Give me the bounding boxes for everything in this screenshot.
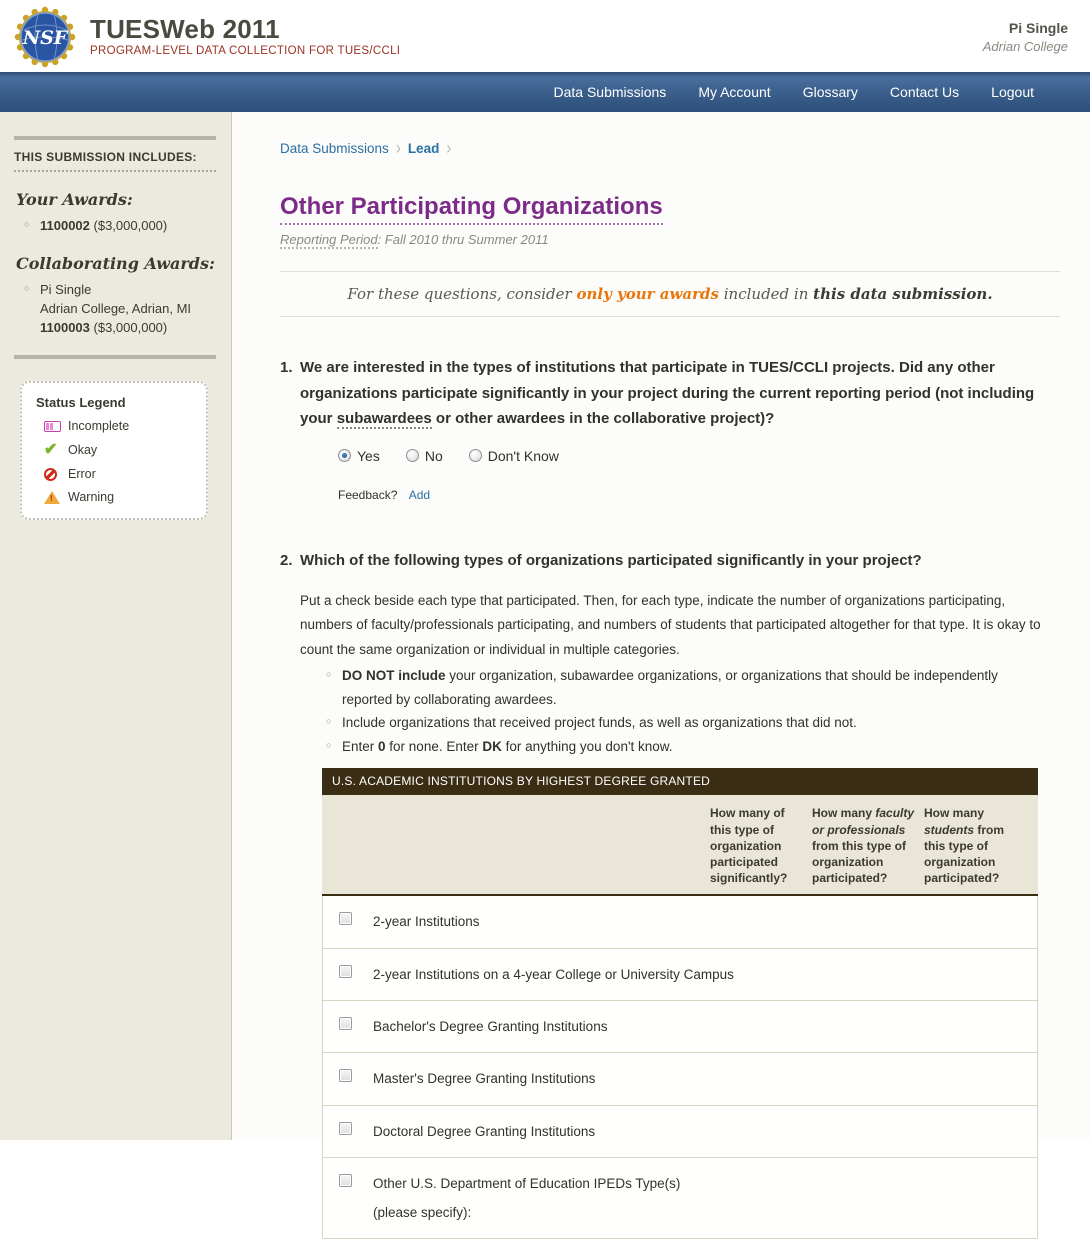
user-organization: Adrian College — [982, 39, 1068, 54]
divider — [14, 355, 216, 359]
radio-label: Don't Know — [487, 447, 559, 464]
row-label: Master's Degree Granting Institutions — [373, 1071, 596, 1087]
notice-emphasis-dark: this data submission. — [813, 285, 993, 303]
question-1-text — [300, 355, 1042, 432]
checkbox-2-year-on-4-year[interactable] — [339, 965, 352, 978]
legend-item-error — [44, 467, 194, 481]
legend-item-okay — [44, 442, 194, 458]
breadcrumb — [280, 137, 1060, 160]
radio-label: No — [424, 447, 443, 464]
breadcrumb-lead[interactable]: Lead — [407, 141, 440, 156]
checkbox-other-ipeds[interactable] — [339, 1174, 352, 1187]
bullet-include-orgs — [326, 711, 1042, 735]
legend-label: Error — [68, 467, 96, 482]
bullet-text: for anything you don't know. — [501, 738, 673, 754]
bullet-bold: 0 — [378, 738, 386, 754]
divider — [14, 136, 216, 140]
column-header-text: How many — [924, 806, 985, 821]
question-1-options — [338, 448, 1060, 464]
question-1 — [280, 355, 1042, 432]
radio-label: Yes — [357, 447, 380, 464]
sidebar — [0, 112, 232, 1140]
column-header-text: How many of this type of organization participated significantly? — [710, 806, 788, 886]
nsf-logo-icon — [14, 6, 76, 68]
column-header-faculty — [812, 805, 924, 894]
column-header-organizations — [710, 805, 812, 894]
app-subtitle: PROGRAM-LEVEL DATA COLLECTION FOR TUES/CCLI — [90, 45, 401, 58]
table-row-doctoral — [323, 1106, 1037, 1158]
chevron-right-icon: › — [395, 137, 401, 160]
status-legend-title: Status Legend — [36, 395, 126, 411]
column-header-italic: students — [924, 822, 975, 837]
question-2-instructions: Put a check beside each type that participated. Then, for each type, indicate the number of organizations participating, numbers of faculty/professionals participating, and numbers of students that participated altogether for that type. It is okay to count the same organization or individual in multiple categories. — [300, 593, 1041, 657]
bullet-text: Enter — [342, 738, 379, 754]
row-label-line2: (please specify): — [373, 1205, 472, 1221]
legend-label: Okay — [68, 443, 98, 458]
checkbox-bachelors[interactable] — [339, 1017, 352, 1030]
bullet-enter-values — [326, 735, 1042, 759]
question-2-number: 2. — [280, 551, 293, 569]
collaborating-award-item — [24, 281, 217, 338]
user-name: Pi Single — [1008, 20, 1068, 36]
notice-emphasis-orange: only your awards — [576, 285, 719, 303]
awards-notice — [280, 271, 1060, 317]
radio-option-no[interactable] — [406, 448, 443, 464]
divider — [14, 170, 216, 172]
institutions-table — [322, 768, 1038, 1239]
legend-label: Warning — [68, 490, 115, 505]
award-amount: ($3,000,000) — [89, 319, 168, 335]
radio-dont-know-icon[interactable] — [469, 449, 482, 462]
radio-no-icon[interactable] — [406, 449, 419, 462]
reporting-period — [280, 232, 1060, 247]
column-header-italic: faculty or professionals — [812, 806, 915, 837]
row-label: 2-year Institutions — [373, 914, 480, 930]
error-icon — [44, 468, 68, 481]
feedback-row — [338, 488, 1060, 502]
question-1-text-pre: We are interested in the types of institutions that participate in TUES/CCLI projects. Did any other organizations participate significantly in your project during the current reporting period (not including your — [300, 359, 1035, 427]
collaborating-awards-heading: Collaborating Awards: — [16, 253, 215, 273]
question-2-bullet-list — [326, 664, 1042, 759]
question-1-text-post: or other awardees in the collaborative project)? — [431, 410, 775, 427]
main-content — [232, 112, 1090, 1221]
chevron-right-icon: › — [446, 137, 452, 160]
row-label: Doctoral Degree Granting Institutions — [373, 1123, 596, 1139]
notice-text: included in — [718, 285, 814, 303]
checkbox-doctoral[interactable] — [339, 1122, 352, 1135]
award-amount: ($3,000,000) — [89, 218, 168, 233]
reporting-period-term[interactable]: Reporting Period — [280, 232, 378, 247]
checkbox-masters[interactable] — [339, 1069, 352, 1082]
legend-item-incomplete — [44, 419, 194, 433]
main-nav — [0, 72, 1090, 112]
okay-check-icon: ✔ — [44, 441, 58, 459]
table-row-bachelors — [323, 1001, 1037, 1053]
feedback-label: Feedback? — [338, 487, 398, 502]
table-body — [322, 896, 1038, 1239]
nav-contact-us[interactable]: Contact Us — [889, 84, 960, 100]
collab-org: Adrian College, Adrian, MI — [40, 300, 192, 316]
table-header-row — [322, 795, 1038, 896]
radio-yes-icon[interactable] — [338, 449, 351, 462]
table-row-other-ipeds — [323, 1158, 1037, 1239]
app-header — [0, 0, 1090, 72]
collab-pi: Pi Single — [40, 281, 92, 297]
bullet-do-not-include — [326, 664, 1042, 711]
bullet-bold: DK — [482, 738, 502, 754]
legend-label: Incomplete — [68, 419, 130, 434]
table-caption: U.S. ACADEMIC INSTITUTIONS BY HIGHEST DEGREE GRANTED — [322, 768, 1038, 795]
column-header-text: from this type of organization participated? — [924, 822, 1005, 886]
nav-glossary[interactable]: Glossary — [802, 84, 858, 100]
bullet-text: Include organizations that received project funds, as well as organizations that did not. — [342, 715, 857, 731]
incomplete-icon — [44, 421, 68, 432]
award-number: 1100002 — [40, 218, 90, 233]
svg-text:NSF: NSF — [22, 27, 68, 49]
column-header-spacer — [322, 886, 710, 894]
breadcrumb-data-submissions[interactable]: Data Submissions — [280, 141, 389, 156]
question-2 — [280, 548, 1042, 574]
row-label: Other U.S. Department of Education IPEDs Type(s) — [373, 1175, 681, 1191]
column-header-students — [924, 805, 1026, 894]
your-awards-heading: Your Awards: — [16, 190, 133, 209]
radio-option-dont-know[interactable] — [469, 448, 559, 464]
app-title: TUESWeb 2011 — [90, 13, 280, 44]
legend-item-warning — [44, 490, 194, 504]
bullet-text: your organization, subawardee organizations, or organizations that should be independently reported by collaborating awardees. — [342, 667, 998, 707]
nav-data-submissions[interactable]: Data Submissions — [553, 84, 667, 100]
award-number: 1100003 — [40, 319, 90, 335]
question-1-number: 1. — [280, 359, 293, 376]
column-header-text: How many — [812, 806, 876, 821]
nav-logout[interactable]: Logout — [991, 84, 1034, 100]
table-row-2-year-on-4-year — [323, 949, 1037, 1001]
bullet-text: for none. Enter — [385, 738, 483, 754]
feedback-add-link[interactable]: Add — [408, 487, 431, 502]
status-legend — [20, 381, 208, 520]
table-row-2-year — [323, 896, 1037, 948]
notice-text: For these questions, consider — [347, 285, 577, 303]
radio-option-yes[interactable] — [338, 448, 380, 464]
submission-includes-heading: THIS SUBMISSION INCLUDES: — [14, 150, 197, 164]
column-header-text: from this type of organization participated? — [812, 838, 907, 886]
checkbox-2-year[interactable] — [339, 912, 352, 925]
page-title: Other Participating Organizations — [280, 193, 663, 225]
subawardees-term-link[interactable]: subawardees — [336, 410, 432, 427]
reporting-period-value: : Fall 2010 thru Summer 2011 — [377, 232, 549, 247]
table-row-masters — [323, 1053, 1037, 1105]
row-label: Bachelor's Degree Granting Institutions — [373, 1018, 608, 1034]
warning-icon: ! — [44, 491, 68, 504]
bullet-bold: DO NOT include — [342, 667, 446, 683]
nav-my-account[interactable]: My Account — [698, 84, 771, 100]
question-2-text: Which of the following types of organizations participated significantly in your project? — [300, 551, 922, 569]
your-award-item — [24, 217, 217, 236]
row-label: 2-year Institutions on a 4-year College or University Campus — [373, 966, 734, 982]
